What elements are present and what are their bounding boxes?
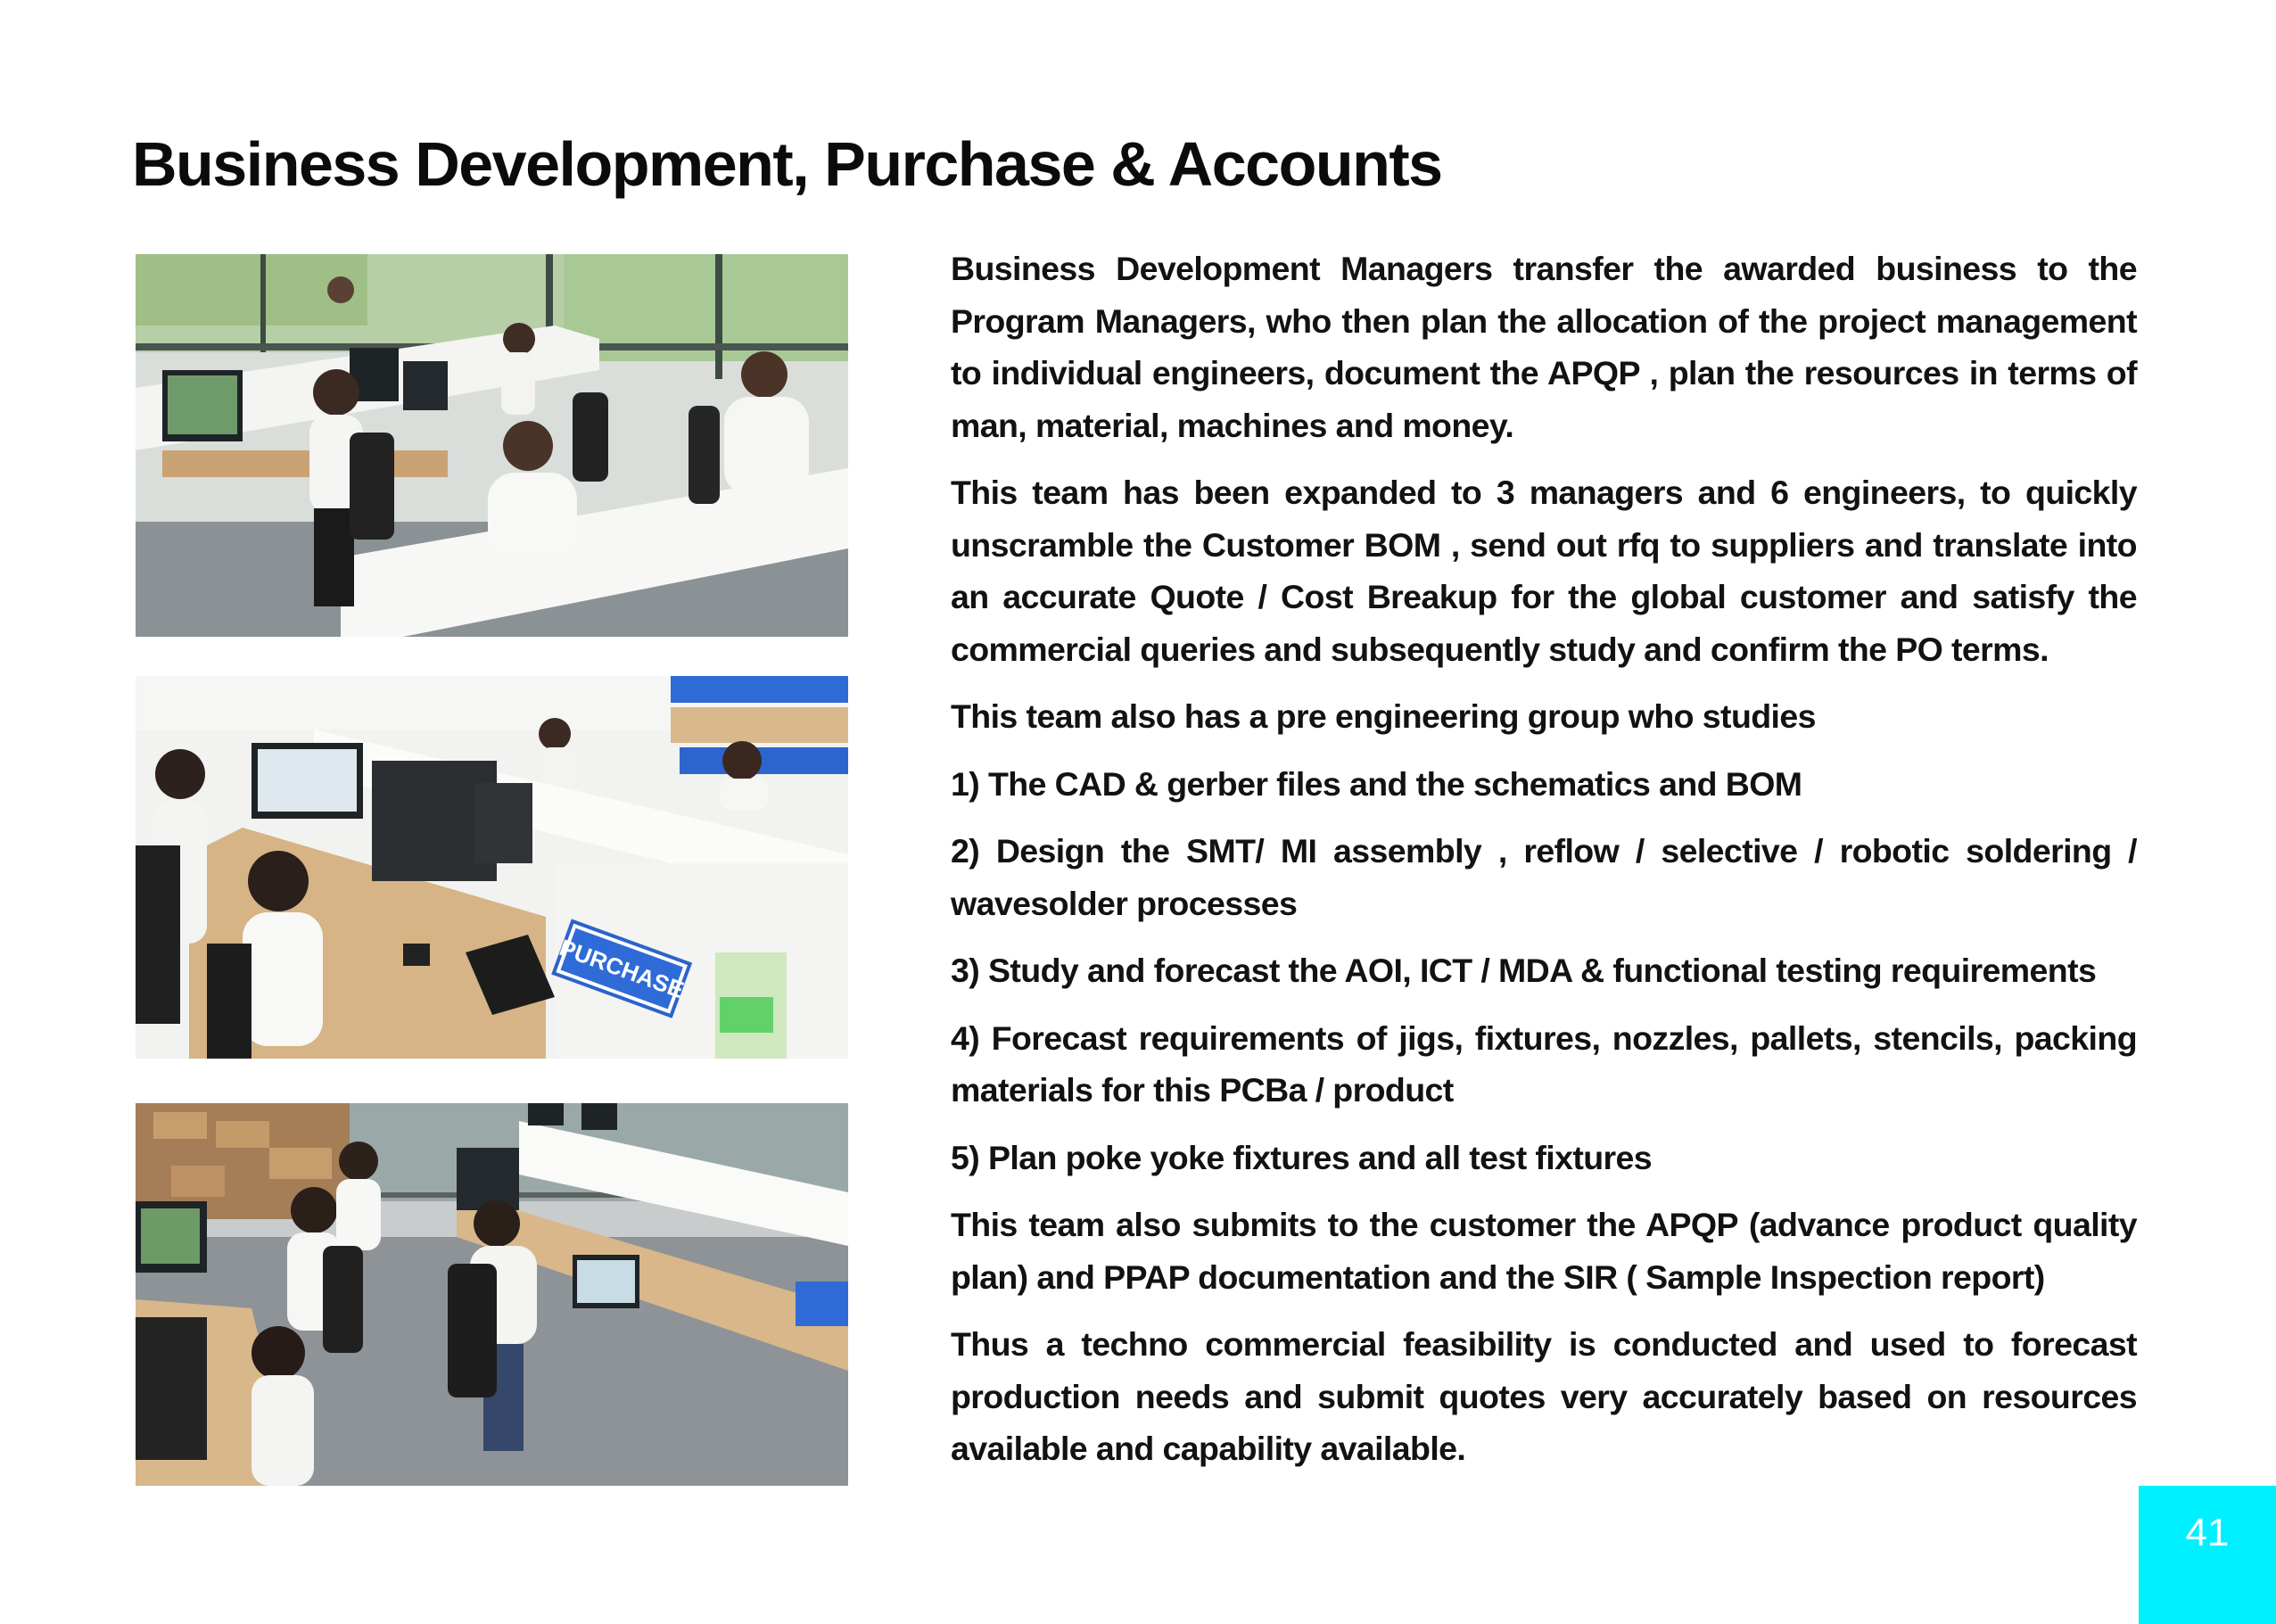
body-text [951,243,2137,1490]
page-number-badge [2139,1486,2276,1624]
page-number: 41 [2185,1511,2230,1554]
paragraph-intro: Business Development Managers transfer the awarded business to the Program Managers, who then plan the allocation of the project management to individual engineers, document the APQP , plan the resources in terms of man, material, machines and money. [951,250,2137,444]
purchase-sign-text: PURCHASE [556,934,688,1004]
office-photo-2-image [136,676,848,1059]
office-photo-3-image [136,1103,848,1486]
page-title: Business Development, Purchase & Accounts [132,129,1442,199]
office-photo-1-image [136,254,848,637]
list-item-3: 3) Study and forecast the AOI, ICT / MDA & functional testing requirements [951,952,2097,989]
office-photo-2 [136,676,848,1059]
photo-column [136,254,848,1525]
list-item-2: 2) Design the SMT/ MI assembly , reflow / selective / robotic soldering / wavesolder processes [951,832,2137,922]
list-item-5: 5) Plan poke yoke fixtures and all test fixtures [951,1138,1653,1176]
office-photo-3 [136,1103,848,1486]
paragraph-team-expansion: This team has been expanded to 3 managers and 6 engineers, to quickly unscramble the Customer BOM , send out rfq to suppliers and translate into an accurate Quote / Cost Breakup for the global customer and satisfy the commercial queries and subsequently study and confirm the PO terms. [951,474,2137,668]
office-photo-1 [136,254,848,637]
list-item-4: 4) Forecast requirements of jigs, fixtures, nozzles, pallets, stencils, packing materials for this PCBa / product [951,1018,2137,1109]
list-item-1: 1) The CAD & gerber files and the schematics and BOM [951,764,1802,803]
paragraph-feasibility: Thus a techno commercial feasibility is conducted and used to forecast production needs and submit quotes very accurately based on resources available and capability available. [951,1325,2137,1467]
paragraph-pre-engineering: This team also has a pre engineering group who studies [951,697,1816,735]
paragraph-apqp: This team also submits to the customer the APQP (advance product quality plan) and PPAP documentation and the SIR ( Sample Inspection report) [951,1206,2137,1296]
